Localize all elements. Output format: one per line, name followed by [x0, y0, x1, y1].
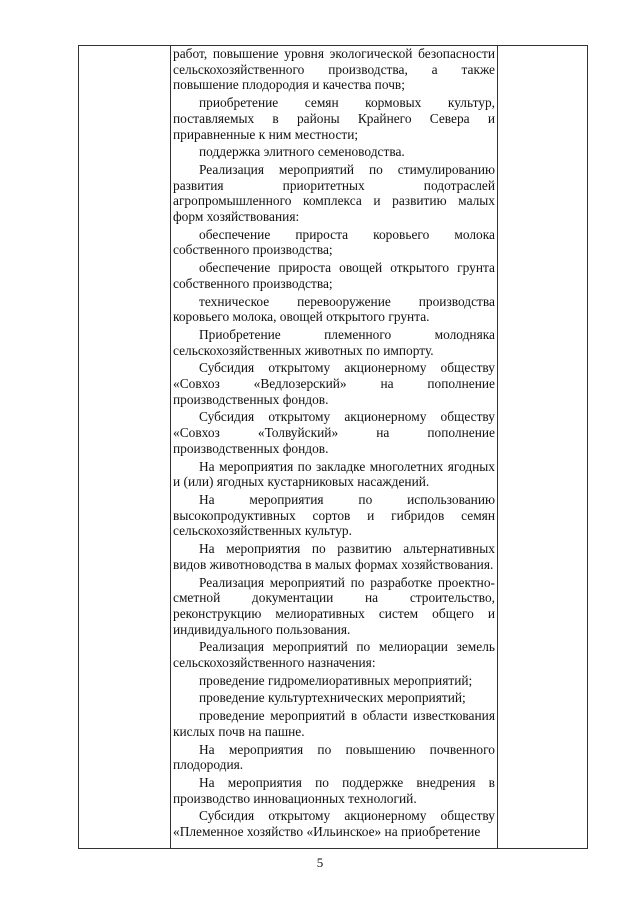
measure-paragraph: Субсидия открытому акционерному обществу «Племенное хозяйство «Ильинское» на приобретение [173, 808, 495, 840]
measure-paragraph: проведение гидромелиоративных мероприятий; [199, 672, 473, 688]
measure-paragraph: обеспечение прироста коровьего молока собственного производства; [173, 226, 495, 258]
measure-paragraph: Субсидия открытому акционерному обществу «Совхоз «Толвуйский» на пополнение производственных фондов. [173, 409, 495, 456]
measure-paragraph: поддержка элитного семеноводства. [199, 144, 405, 160]
measure-paragraph: На мероприятия по использованию высокопродуктивных сортов и гибридов семян сельскохозяйственных культур. [173, 491, 495, 539]
measure-paragraph: приобретение семян кормовых культур, поставляемых в районы Крайнего Севера и приравненные к ним местности; [173, 95, 495, 142]
measure-paragraph: проведение мероприятий в области известкования кислых почв на пашне. [173, 708, 495, 739]
measure-paragraph: проведение культуртехнических мероприятий; [199, 690, 466, 706]
measure-paragraph: На мероприятия по повышению почвенного плодородия. [173, 741, 495, 773]
measure-paragraph: Реализация мероприятий по мелиорации земель сельскохозяйственного назначения: [173, 639, 495, 671]
measure-paragraph: обеспечение прироста овощей открытого грунта собственного производства; [173, 260, 495, 291]
measure-paragraph: работ, повышение уровня экологической безопасности сельскохозяйственного производства, а также повышение плодородия и качества почв; [173, 46, 495, 93]
measure-paragraph: Приобретение племенного молодняка сельскохозяйственных животных по импорту. [173, 326, 495, 358]
page-number: 5 [316, 855, 324, 870]
measure-paragraph: На мероприятия по закладке многолетних ягодных и (или) ягодных кустарниковых насаждений. [173, 458, 495, 490]
measures-cell [173, 46, 495, 842]
measure-paragraph: На мероприятия по поддержке внедрения в производство инновационных технологий. [173, 774, 495, 806]
measure-paragraph: Реализация мероприятий по стимулированию развития приоритетных подотраслей агропромышленного комплекса и развитию малых форм хозяйствования: [173, 161, 495, 225]
measure-paragraph: Реализация мероприятий по разработке проектно-сметной документации на строительство, реконструкцию мелиоративных систем общего и индивидуального пользования. [173, 574, 495, 637]
measure-paragraph: Субсидия открытому акционерному обществу «Совхоз «Ведлозерский» на пополнение производственных фондов. [173, 360, 495, 407]
measure-paragraph: техническое перевооружение производства коровьего молока, овощей открытого грунта. [173, 293, 495, 325]
measure-paragraph: На мероприятия по развитию альтернативных видов животноводства в малых формах хозяйствования. [173, 541, 495, 572]
column-divider-left [170, 45, 171, 849]
column-divider-right [497, 45, 498, 849]
